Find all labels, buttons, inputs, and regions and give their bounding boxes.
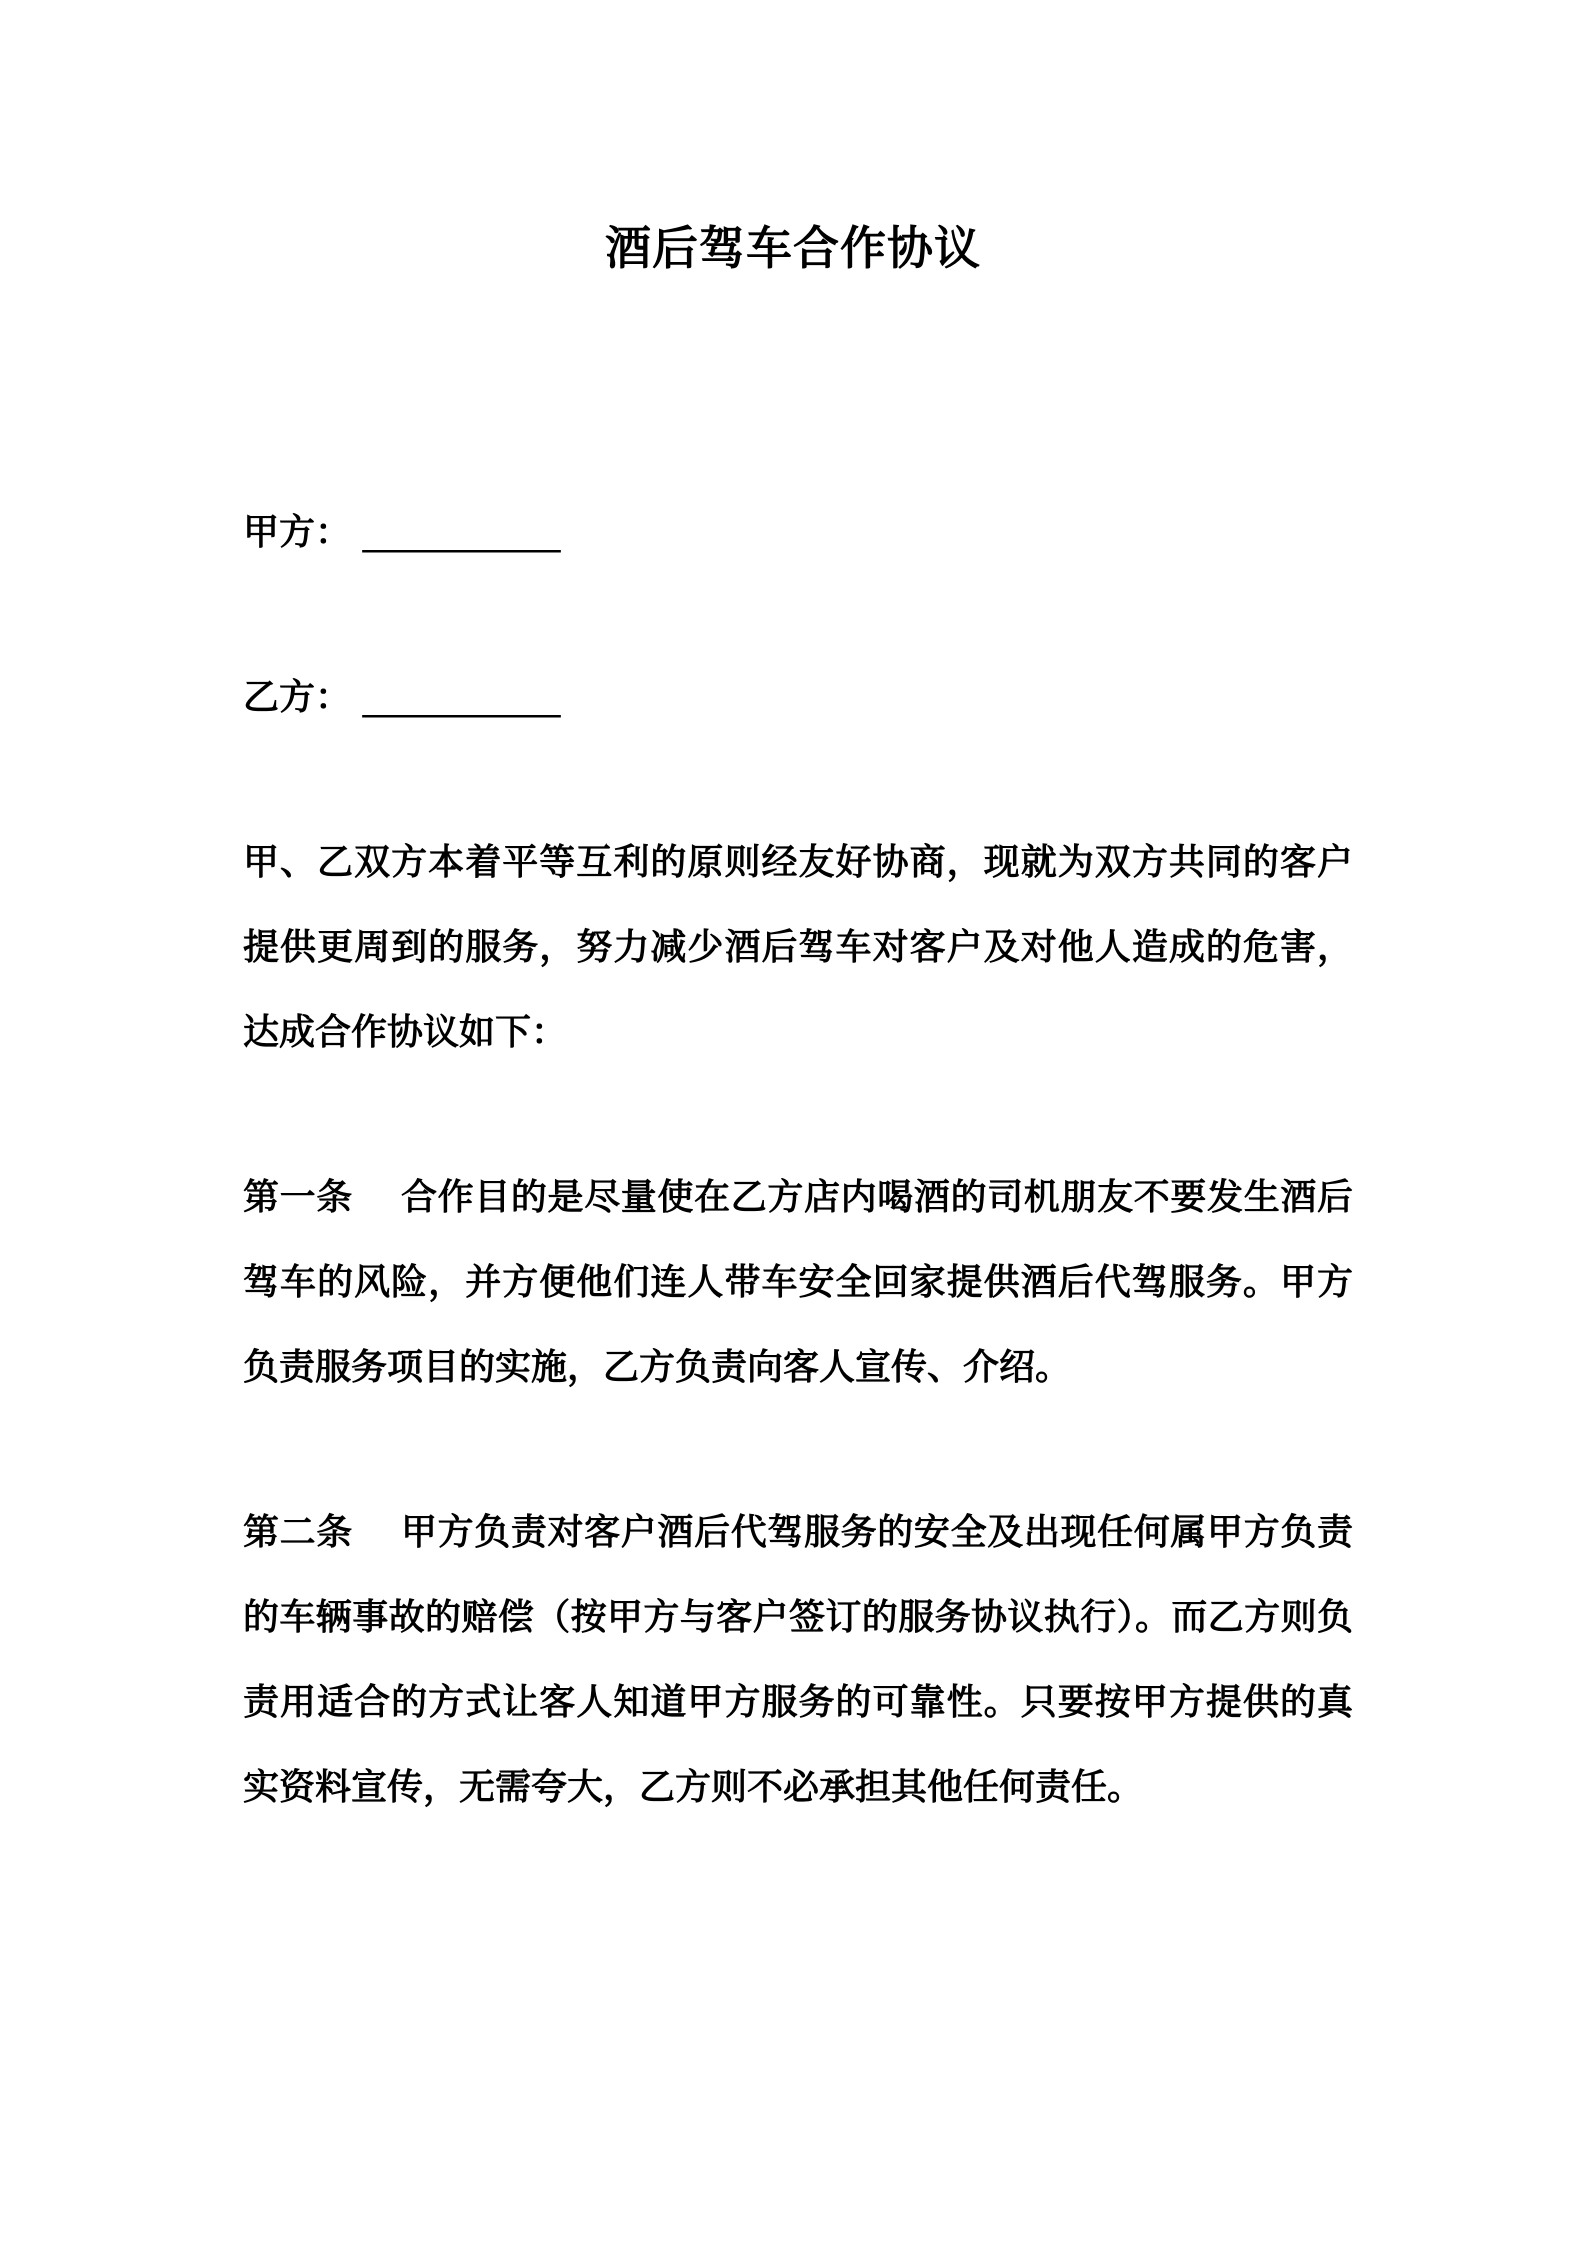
party-a-label: 甲方：: [243, 512, 352, 553]
party-b-label: 乙方：: [243, 677, 352, 718]
article-2-number: 第二条: [243, 1512, 353, 1553]
article-2: [243, 1490, 1353, 1830]
article-2-text: 甲方负责对客户酒后代驾服务的安全及出现任何属甲方负责的车辆事故的赔偿（按甲方与客户签订的服务协议执行）。而乙方则负责用适合的方式让客人知道甲方服务的可靠性。只要按甲方提供的真实资料宣传，无需夸大，乙方则不必承担其他任何责任。: [243, 1512, 1353, 1808]
preamble-paragraph: 甲、乙双方本着平等互利的原则经友好协商，现就为双方共同的客户提供更周到的服务，努力减少酒后驾车对客户及对他人造成的危害，达成合作协议如下：: [243, 842, 1353, 1053]
party-a-line: [243, 490, 1353, 575]
party-a-blank: ___________: [362, 512, 561, 553]
article-1: [243, 1155, 1353, 1410]
document-body: [243, 490, 1353, 1830]
party-b-line: [243, 655, 1353, 740]
document-title: 酒后驾车合作协议: [605, 221, 981, 275]
article-1-number: 第一条: [243, 1177, 353, 1218]
party-b-blank: ___________: [362, 677, 561, 718]
article-1-text: 合作目的是尽量使在乙方店内喝酒的司机朋友不要发生酒后驾车的风险，并方便他们连人带车安全回家提供酒后代驾服务。甲方负责服务项目的实施，乙方负责向客人宣传、介绍。: [243, 1177, 1353, 1388]
